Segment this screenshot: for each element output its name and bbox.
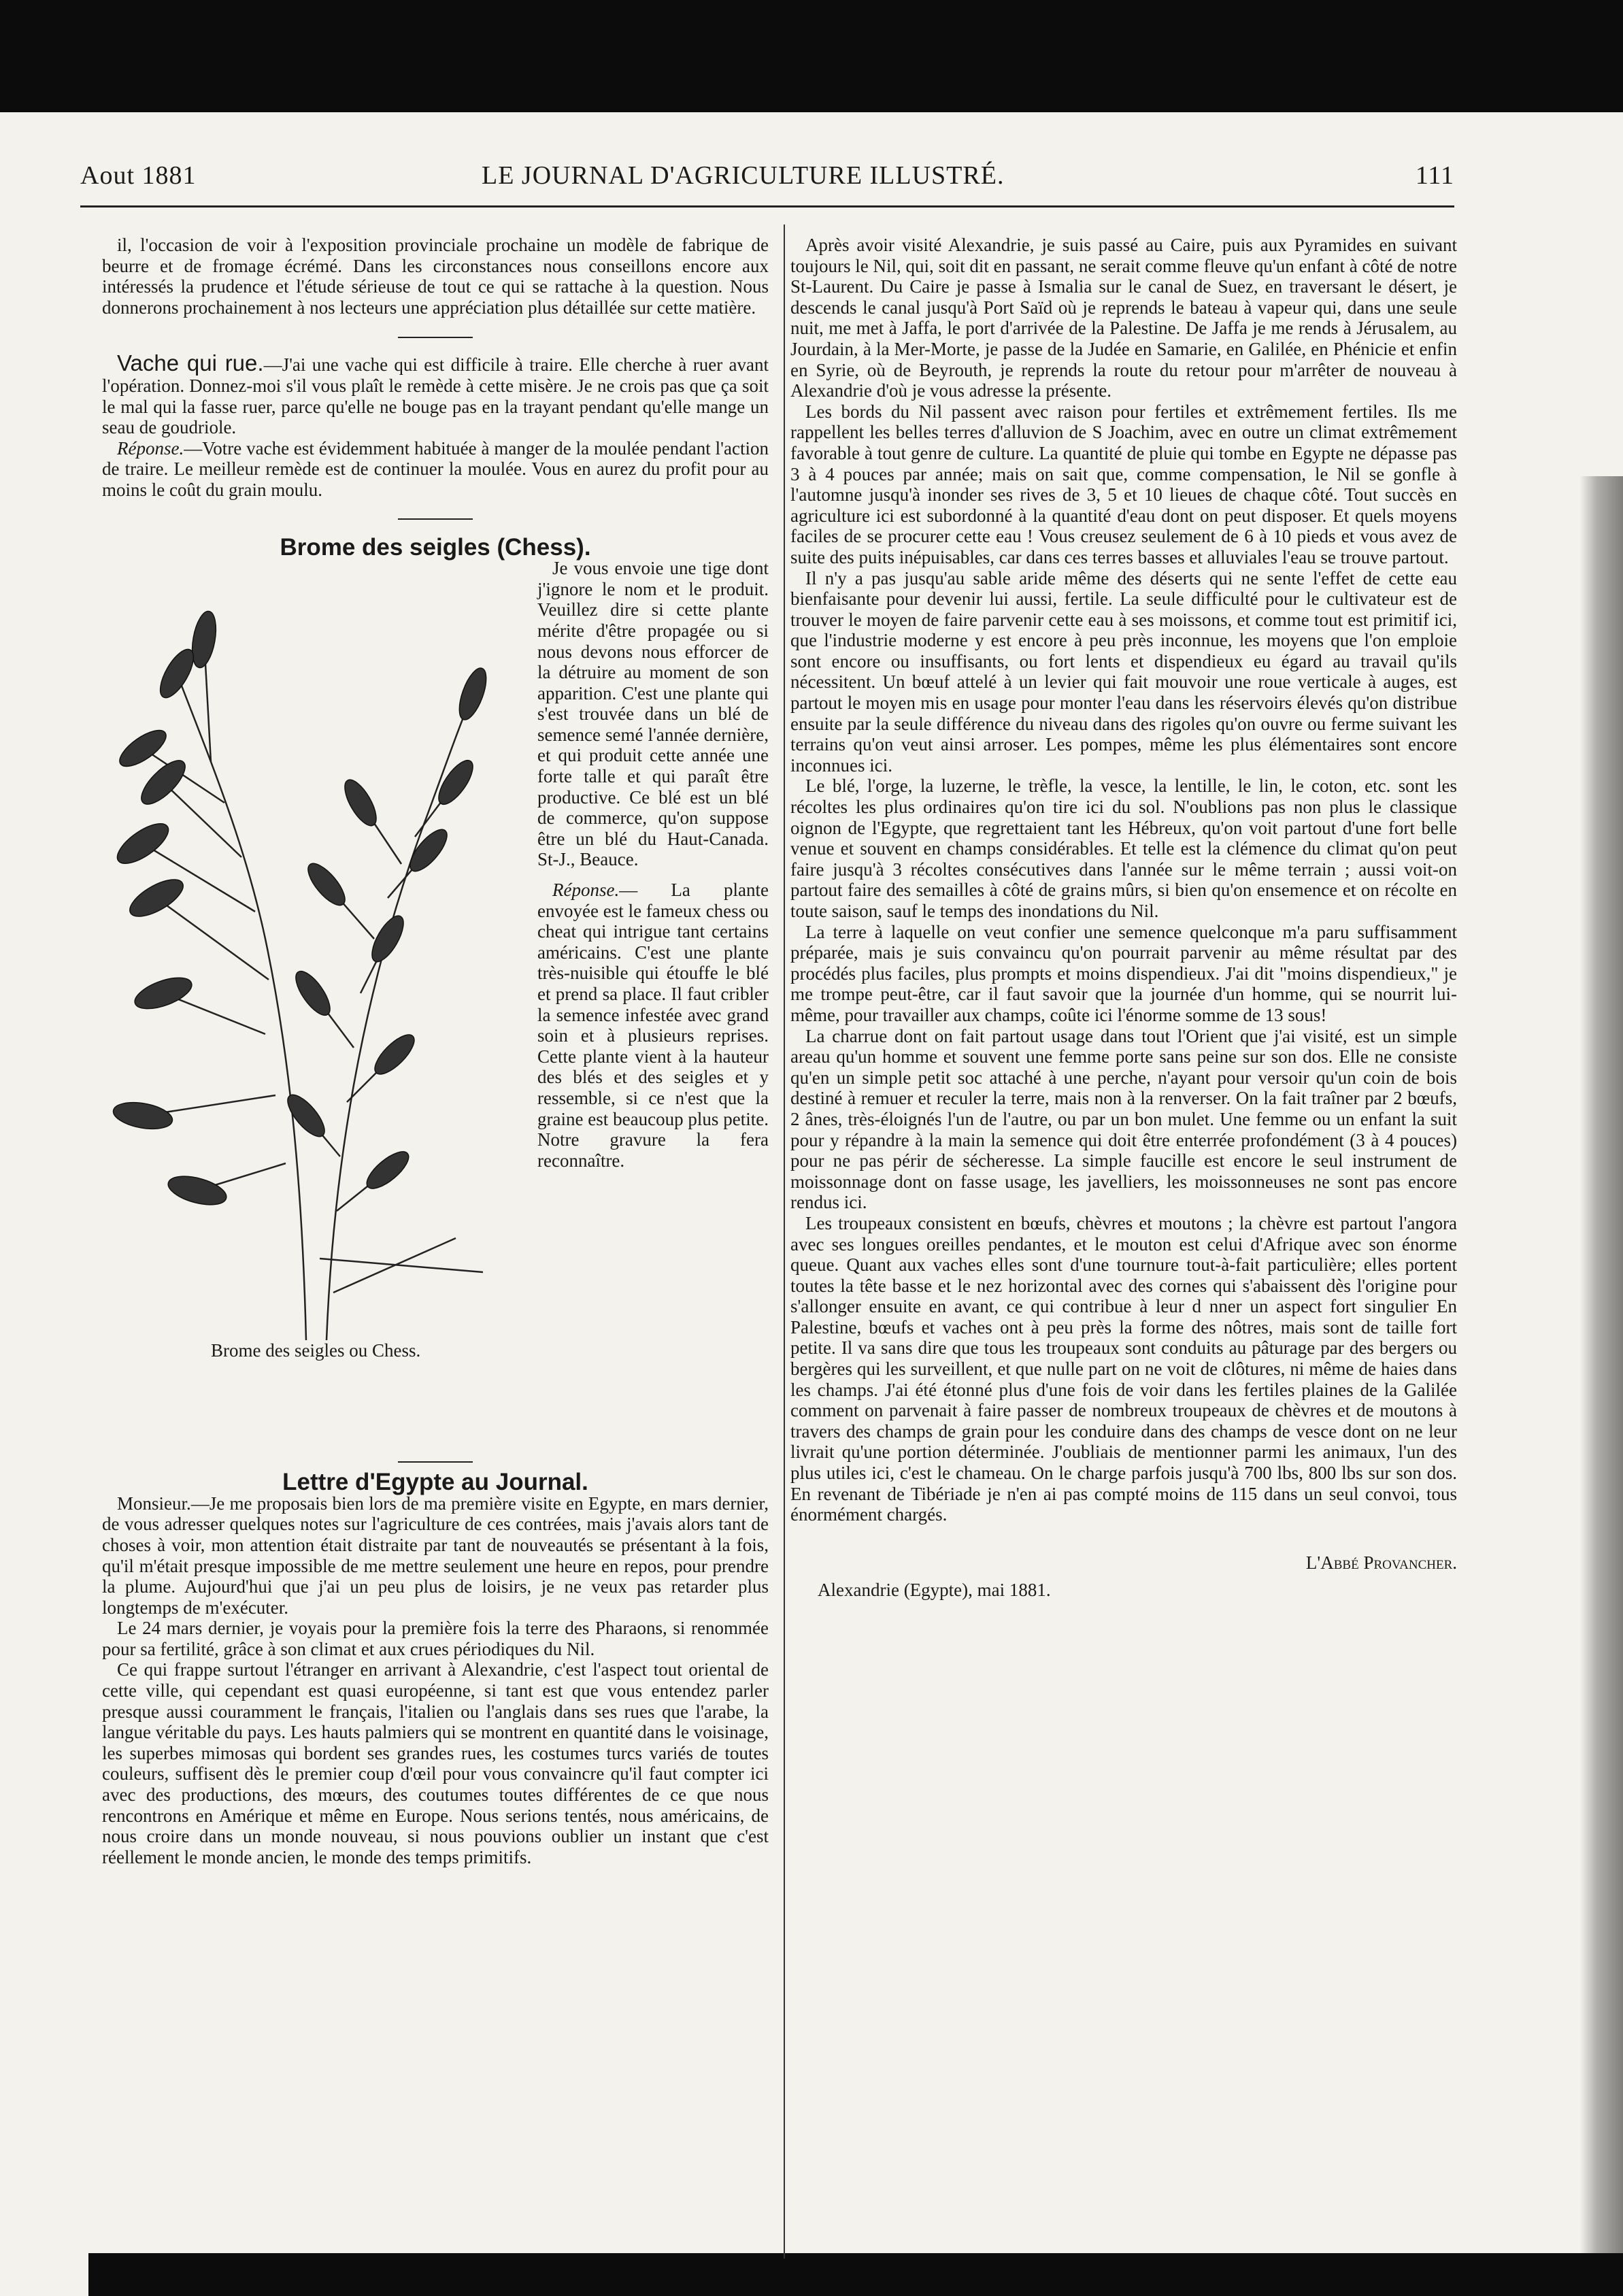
section-rule xyxy=(398,337,473,338)
header-rule xyxy=(80,205,1454,207)
right-paragraph-7: Les troupeaux consistent en bœufs, chèvres et moutons ; la chèvre est partout l'angora avec ses longues oreilles pendantes, et le mouton est celui d'Afrique avec son énorme queue. Quant aux vaches elles sont d'une tournure tout-à-fait particulière; elles portent toutes la tête basse et le nez horizontal avec des cornes qui s'abaissent dès l'origine pour s'allonger ensuite en avant, ce qui contribue à leur d nner un aspect fort singulier En Palestine, bœufs et vaches ont à peu près la forme des nôtres, mais sont de taille fort petite. Il va sans dire que tous les troupeaux sont conduits au pâturage par des bergers ou bergères qui les surveillent, et que nulle part on ne voit de clôtures, ni même de haies dans les champs. J'ai été étonné plus d'une fois de voir dans les fertiles plaines de la Galilée comment on parvenait à faire passer de nombreux troupeaux de chèvres et de moutons à travers des champs de grain pour les conduire dans des champs de vesce dont on ne leur livrait qu'une portion déterminée. J'oubliais de mentionner parmi les animaux, l'un des plus utiles ici, c'est le chameau. On le charge parfois jusqu'à 700 lbs, 800 lbs sur son dos. En revenant de Tibériade je n'en ai pas compté moins de 115 dans un seul convoi, tous énormément chargés. xyxy=(790,1212,1457,1525)
lettre-paragraph-1: Monsieur.—Je me proposais bien lors de ma première visite en Egypte, en mars dernier, de vous adresser quelques notes sur l'agriculture de ces contrées, mais j'avais alors tant de choses à voir, mon attention était distraite par tant de nouveautés se présentant à la fois, qu'il m'était presque impossible de me mettre seulement une heure en repos, pour prendre la plume. Aujourd'hui que j'ai un peu plus de loisirs, je ne veux pas retarder plus longtemps de m'exécuter. xyxy=(102,1493,769,1618)
brome-letter: Je vous envoie une tige dont j'ignore le nom et le produit. Veuillez dire si cette plante mérite d'être propagée ou si nous devons nous efforcer de la détruire au moment de son apparition. C'est une plante qui s'est trouvée dans un blé de semence semé l'année dernière, et qui produit cette année une forte talle et qui paraît être productive. Ce blé est un blé de commerce, qu'on suppose être un blé du Haut-Canada. St-J., Beauce. xyxy=(537,558,769,870)
right-paragraph-6: La charrue dont on fait partout usage dans tout l'Orient que j'ai visité, est un simple areau qu'un homme et souvent une femme porte sans peine sur son dos. Elle ne consiste qu'en un simple petit soc attaché à une perche, n'ayant pour versoir qu'un coin de bois destiné à remuer et reculer la terre, mais non à la renverser. On la fait traîner par 2 bœufs, 2 ânes, très-éloignés l'un de l'autre, ou par un bon mulet. Une femme ou un enfant la suit pour y répandre à la main la semence qui doit être enterrée profondément (3 à 4 pouces) pour ne pas périr de sécheresse. La simple faucille est encore le seul instrument de moissonnage dont on fasse usage, les javelliers, les moissonneuses ne sont pas encore rendus ici. xyxy=(790,1025,1457,1213)
brome-reponse: Réponse.— La plante envoyée est le fameux chess ou cheat qui intrigue tant certains américains. C'est une plante très-nuisible qui étouffe le blé et prend sa place. Il faut cribler la semence infestée avec grand soin et à plusieurs reprises. Cette plante vient à la hauteur des blés et des seigles et y ressemble, si ce n'est que la graine est beaucoup plus petite. Notre gravure la fera reconnaître. xyxy=(537,880,769,1171)
dateline: Alexandrie (Egypte), mai 1881. xyxy=(818,1580,1051,1601)
page-number: 111 xyxy=(1415,161,1454,190)
brome-title: Brome des seigles (Chess). xyxy=(280,533,591,561)
brome-figure-block xyxy=(102,558,769,1456)
lettre-title: Lettre d'Egypte au Journal. xyxy=(282,1469,588,1496)
left-column xyxy=(102,235,769,1867)
brome-plant-illustration xyxy=(102,558,537,1340)
running-head xyxy=(80,161,1454,201)
right-column xyxy=(790,235,1457,1601)
journal-title: LE JOURNAL D'AGRICULTURE ILLUSTRÉ. xyxy=(482,161,1005,190)
vache-reponse: Réponse.—Votre vache est évidemment habituée à manger de la moulée pendant l'action de traire. Le meilleur remède est de continuer la moulée. Vous en aurez du profit pour au moins le coût du grain moulu. xyxy=(102,437,769,500)
scan-top-border xyxy=(0,0,1623,112)
issue-date: Aout 1881 xyxy=(80,161,197,190)
right-paragraph-3: Il n'y a pas jusqu'au sable aride même des déserts qui ne sente l'effet de cette eau bienfaisante pour devenir lui aussi, fertile. La seule difficulté pour le cultivateur est de trouver le moyen de faire parvenir cette eau à ses moissons, et comme tout est primitif ici, que l'industrie moderne y est encore à peu près inconnue, les moyens que l'on emploie sont encore ou insuffisants, ou fort lents et dispendieux eu égard au travail qu'ils nécessitent. Un bœuf attelé à un levier qui fait mouvoir une roue verticale à auges, est partout le moyen mis en usage pour monter l'eau dans les réservoirs élevés qu'on distribue ensuite par la seule différence du niveau dans des rigoles qu'on ouvre ou ferme suivant les terrains qu'on veut ainsi arroser. Les pompes, même les plus élémentaires sont encore inconnues ici. xyxy=(790,567,1457,776)
scan-bottom-border xyxy=(88,2253,1623,2296)
lettre-paragraph-3: Ce qui frappe surtout l'étranger en arrivant à Alexandrie, c'est l'aspect tout oriental de cette ville, qui cependant est quasi européenne, si tant est que vous entendez parler presque aussi couramment le français, l'italien ou l'anglais dans ses rues que l'arabe, la langue véritable du pays. Les hauts palmiers qui se montrent en quantité dans le voisinage, les superbes mimosas qui bordent ses grandes rues, les costumes turcs variés de toutes couleurs, suffisent dès le premier coup d'œil pour vous convaincre qu'il faut compter ici avec des productions, des mœurs, des coutumes toutes différentes de ce que nous rencontrons en Amérique et même en Europe. Nous serions tentés, nous américains, de nous croire dans un monde nouveau, si nous pouvions oublier un instant que c'est réellement le monde ancien, le monde des temps primitifs. xyxy=(102,1659,769,1867)
vache-heading: Vache qui rue. xyxy=(117,350,264,376)
author-signature: L'Abbé Provancher. xyxy=(1305,1552,1457,1573)
scan-page-edge xyxy=(1579,476,1623,2253)
lettre-paragraph-2: Le 24 mars dernier, je voyais pour la première fois la terre des Pharaons, si renommée pour sa fertilité, grâce à son climat et aux crues périodiques du Nil. xyxy=(102,1618,769,1659)
right-paragraph-4: Le blé, l'orge, la luzerne, le trèfle, la vesce, la lentille, le lin, le coton, etc. sont les récoltes les plus ordinaires qu'on tire ici du sol. N'oublions pas non plus le classique oignon de l'Egypte, que regrettaient tant les Hébreux, qu'on voit partout d'une fort belle venue et souvent en champs considérables. Et telle est la clémence du climat qu'on peut faire jusqu'à 3 récoltes consécutives dans l'année sur le même terrain ; aussi voit-on partout faire des semailles à côté de grains mûrs, si bien qu'on ensemence et on récolte en toute saison, sauf le temps des inondations du Nil. xyxy=(790,776,1457,921)
right-paragraph-1: Après avoir visité Alexandrie, je suis passé au Caire, puis aux Pyramides en suivant toujours le Nil, qui, soit dit en passant, ne serait comme fleuve qu'un enfant à côté de notre St-Laurent. Du Caire je passe à Ismalia sur le canal de Suez, en traversant le désert, je descends le canal jusqu'à Port Saïd où je reprends le bateau à vapeur qui, dans une seule nuit, me met à Jaffa, le port d'arrivée de la Palestine. De Jaffa je me rends à Jérusalem, au Jourdain, à la Mer-Morte, je passe de la Judée en Samarie, en Galilée, en Phénicie et enfin en Syrie, où de Beyrouth, je reprends la route du retour pour m'arrêter de nouveau à Alexandrie d'où je vous adresse la présente. xyxy=(790,235,1457,401)
figure-caption: Brome des seigles ou Chess. xyxy=(211,1340,421,1361)
section-rule xyxy=(398,518,473,520)
column-divider xyxy=(784,224,785,2259)
section-rule xyxy=(398,1461,473,1463)
intro-paragraph: il, l'occasion de voir à l'exposition provinciale prochaine un modèle de fabrique de beurre et de fromage écrémé. Dans les circonstances nous conseillons encore aux intéressés la prudence et l'étude sérieuse de tout ce qui se rattache à la question. Nous donnerons prochainement à nos lecteurs une appréciation plus détaillée sur cette matière. xyxy=(102,235,769,318)
right-paragraph-5: La terre à laquelle on veut confier une semence quelconque m'a paru suffisamment préparée, mais je suis convaincu qu'on pourrait parvenir au même résultat par des procédés plus faciles, plus prompts et moins dispendieux. J'ai dit "moins dispendieux," je me trompe peut-être, car il faut savoir que la journée d'un homme, qui se nourrit lui-même, pour travailler aux champs, coûte ici l'énorme somme de 13 sous! xyxy=(790,921,1457,1025)
vache-paragraph: Vache qui rue.—J'ai une vache qui est difficile à traire. Elle cherche à ruer avant l'opération. Donnez-moi s'il vous plaît le remède à cette misère. Je ne crois pas que ça soit le mal qui la fasse ruer, parce qu'elle ne bouge pas en la trayant pendant qu'elle mange un seau de goudriole. xyxy=(102,350,769,438)
brome-letter-column xyxy=(537,558,769,1171)
right-paragraph-2: Les bords du Nil passent avec raison pour fertiles et extrêmement fertiles. Ils me rappellent les belles terres d'alluvion de S Joachim, avec en outre un climat extrêmement favorable à tout genre de culture. La quantité de pluie qui tombe en Egypte ne dépasse pas 3 à 4 pouces par année; mais on sait que, comme compensation, le Nil se gonfle à l'automne jusqu'à inonder ses rives de 3, 5 et 10 lieues de chaque côté. Tout succès en agriculture ici est subordonné à la quantité d'eau dont on peut disposer. Et quels moyens faciles de se procurer cette eau ! Vous creusez seulement de 6 à 10 pieds et vous avez de suite des puits inépuisables, car dans ces terres basses et alluviales l'eau se trouve partout. xyxy=(790,401,1457,567)
